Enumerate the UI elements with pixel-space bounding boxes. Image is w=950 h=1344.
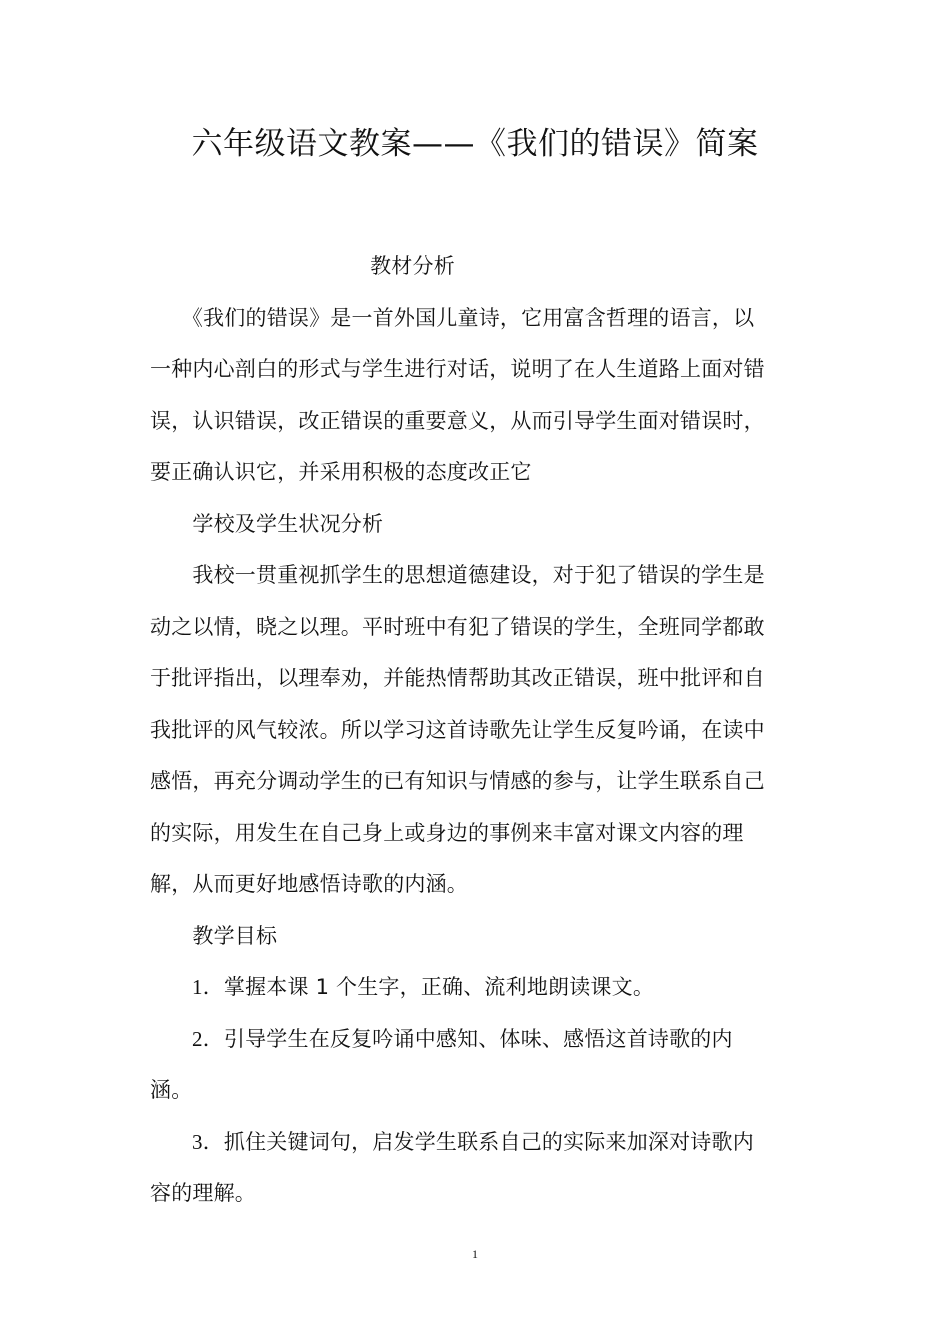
goal-item-1	[192, 971, 654, 1003]
goal-text: 引导学生在反复吟诵中感知、体味、感悟这首诗歌的内	[223, 1027, 733, 1051]
goal-item-3	[192, 1126, 754, 1158]
paragraph-line: 误，认识错误，改正错误的重要意义，从而引导学生面对错误时，	[150, 409, 765, 433]
goal-item-3-continuation: 容的理解。	[150, 1181, 256, 1205]
goal-item-2	[192, 1023, 733, 1055]
page-number: 1	[472, 1247, 478, 1261]
goal-number: 1．	[192, 975, 224, 999]
paragraph-line: 解，从而更好地感悟诗歌的内涵。	[150, 872, 468, 896]
paragraph-line: 于批评指出，以理奉劝，并能热情帮助其改正错误，班中批评和自	[150, 666, 765, 690]
paragraph-line: 我校一贯重视抓学生的思想道德建设，对于犯了错误的学生是	[150, 563, 765, 587]
goal-number: 2．	[192, 1027, 224, 1051]
goal-text: 掌握本课 1 个生字，正确、流利地朗读课文。	[223, 975, 655, 999]
paragraph-line: 一种内心剖白的形式与学生进行对话，说明了在人生道路上面对错	[150, 357, 765, 381]
goal-item-2-continuation: 涵。	[150, 1078, 193, 1102]
paragraph-line: 我批评的风气较浓。所以学习这首诗歌先让学生反复吟诵，在读中	[150, 718, 765, 742]
document-title: 六年级语文教案——《我们的错误》简案	[191, 126, 759, 162]
paragraph-line: 动之以情，晓之以理。平时班中有犯了错误的学生，全班同学都敢	[150, 615, 765, 639]
paragraph-line: 要正确认识它，并采用积极的态度改正它	[150, 460, 532, 484]
section-heading-goals: 教学目标	[150, 924, 278, 948]
paragraph-line: 《我们的错误》是一首外国儿童诗，它用富含哲理的语言，以	[150, 306, 755, 330]
section-heading-analysis: 教材分析	[370, 254, 455, 278]
section-heading-school: 学校及学生状况分析	[150, 512, 384, 536]
goal-text: 抓住关键词句，启发学生联系自己的实际来加深对诗歌内	[223, 1130, 754, 1154]
goal-number: 3．	[192, 1130, 224, 1154]
paragraph-line: 感悟，再充分调动学生的已有知识与情感的参与，让学生联系自己	[150, 769, 765, 793]
paragraph-line: 的实际，用发生在自己身上或身边的事例来丰富对课文内容的理	[150, 821, 744, 845]
